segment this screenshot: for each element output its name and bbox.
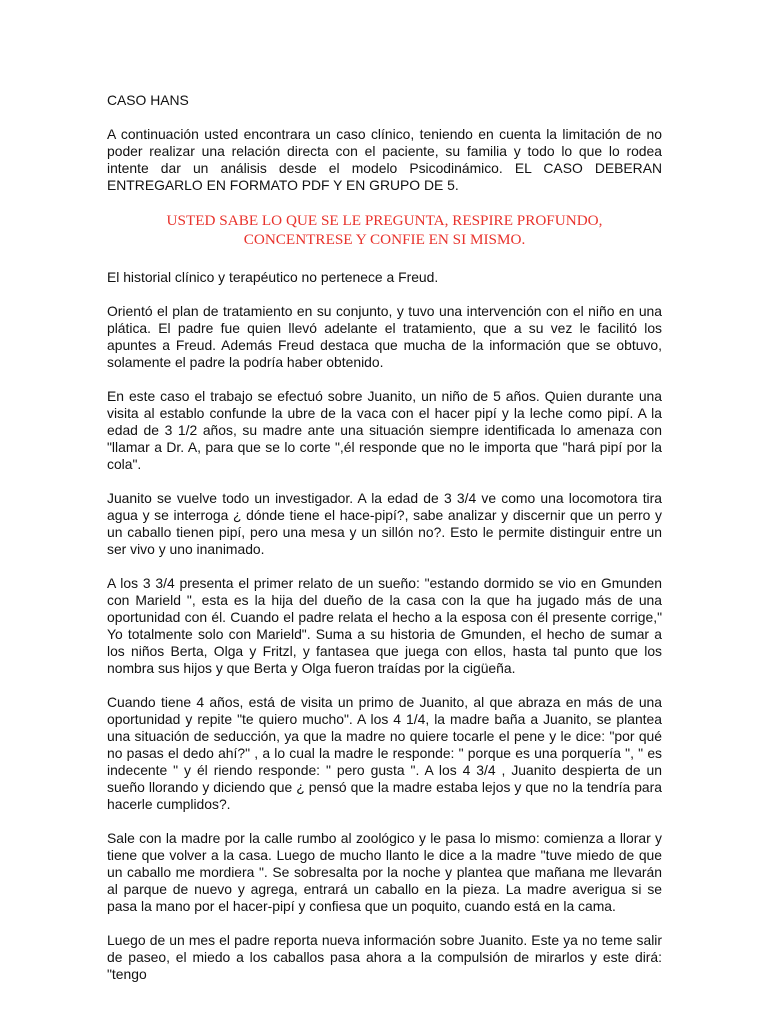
document-body xyxy=(107,92,662,1000)
intro-paragraph: A continuación usted encontrara un caso clínico, teniendo en cuenta la limitación de no poder realizar una relación directa con el paciente, su familia y todo lo que lo rodea intente dar un análisis desde el modelo Psicodinámico. EL CASO DEBERAN ENTREGARLO EN FORMATO PDF Y EN GRUPO DE 5. xyxy=(107,126,662,193)
paragraph-2: Orientó el plan de tratamiento en su conjunto, y tuvo una intervención con el niño en una plática. El padre fue quien llevó adelante el tratamiento, que a su vez le facilitó los apuntes a Freud. Además Freud destaca que mucha de la información que se obtuvo, solamente el padre la podría haber obtenido. xyxy=(107,303,662,370)
paragraph-1: El historial clínico y terapéutico no pertenece a Freud. xyxy=(107,269,439,285)
paragraph-3: En este caso el trabajo se efectuó sobre Juanito, un niño de 5 años. Quien durante una visita al establo confunde la ubre de la vaca con el hacer pipí y la leche como pipí. A la edad de 3 1/2 años, su madre ante una situación siempre identificada lo amenaza con "llamar a Dr. A, para que se lo corte ",él responde que no le importa que "hará pipí por la cola". xyxy=(107,388,662,472)
paragraph-8: Luego de un mes el padre reporta nueva información sobre Juanito. Este ya no teme salir de paseo, el miedo a los caballos pasa ahora a la compulsión de mirarlos y este dirá: "tengo xyxy=(107,932,662,982)
paragraph-4: Juanito se vuelve todo un investigador. A la edad de 3 3/4 ve como una locomotora tira agua y se interroga ¿ dónde tiene el hace-pipí?, sabe analizar y discernir que un perro y un caballo tienen pipí, pero una mesa y un sillón no?. Esto le permite distinguir entre un ser vivo y uno inanimado. xyxy=(107,490,662,557)
paragraph-6: Cuando tiene 4 años, está de visita un primo de Juanito, al que abraza en más de una oportunidad y repite "te quiero mucho". A los 4 1/4, la madre baña a Juanito, se plantea una situación de seducción, ya que la madre no quiere tocarle el pene y le dice: "por qué no pasas el dedo ahí?" , a lo cual la madre le responde: " porque es una porquería ", " es indecente " y él riendo responde: " pero gusta ". A los 4 3/4 , Juanito despierta de un sueño llorando y diciendo que ¿ pensó que la madre estaba lejos y que no la tendría para hacerle cumplidos?. xyxy=(107,694,662,812)
paragraph-7: Sale con la madre por la calle rumbo al zoológico y le pasa lo mismo: comienza a llorar y tiene que volver a la casa. Luego de mucho llanto le dice a la madre "tuve miedo de que un caballo me mordiera ". Se sobresalta por la noche y plantea que mañana me llevarán al parque de nuevo y agrega, entrará un caballo en la pieza. La madre averigua si se pasa la mano por el hacer-pipí y confiesa que un poquito, cuando está en la cama. xyxy=(107,830,662,914)
document-title: CASO HANS xyxy=(107,92,189,108)
warning-notice: USTED SABE LO QUE SE LE PREGUNTA, RESPIRE PROFUNDO, CONCENTRESE Y CONFIE EN SI MISMO. xyxy=(166,212,603,248)
paragraph-5: A los 3 3/4 presenta el primer relato de un sueño: "estando dormido se vio en Gmunden con Marield ", esta es la hija del dueño de la casa con la que ha jugado más de una oportunidad con él. Cuando el padre relata el hecho a la esposa con él presente corrige," Yo totalmente solo con Marield". Suma a su historia de Gmunden, el hecho de sumar a los niños Berta, Olga y Fritzl, y fantasea que juega con ellos, hasta tal punto que los nombra sus hijos y que Berta y Olga fueron traídas por la cigüeña. xyxy=(107,575,662,676)
